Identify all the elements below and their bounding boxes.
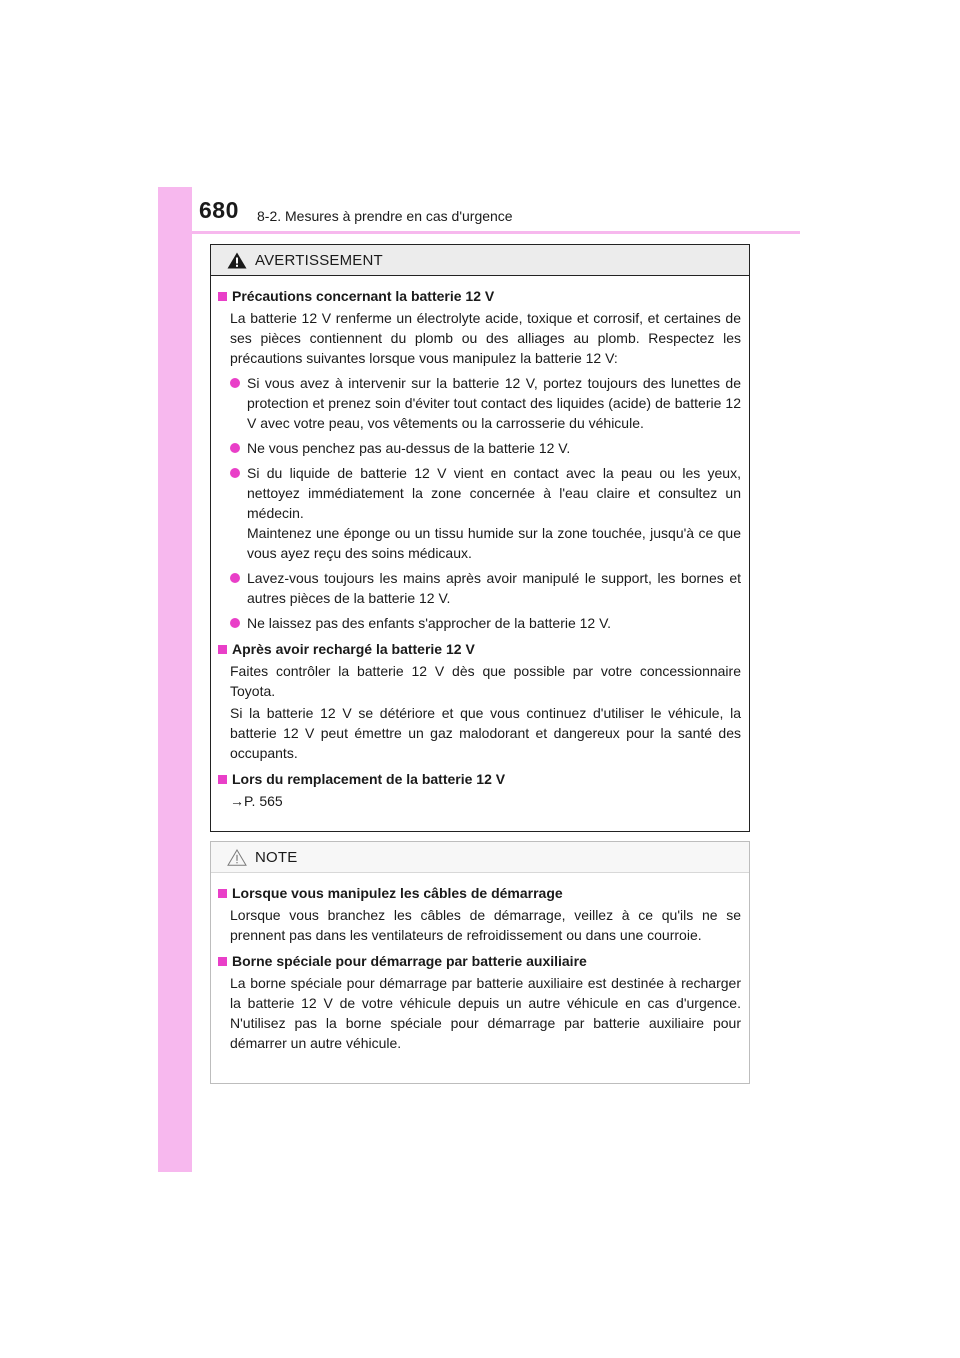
square-bullet-icon: [218, 889, 227, 898]
paragraph: Faites contrôler la batterie 12 V dès que possible par votre concessionnaire Toyota.: [230, 663, 741, 699]
square-bullet-icon: [218, 292, 227, 301]
note-box: [210, 841, 750, 1084]
bullet-dot-icon: [230, 573, 240, 583]
list-item: [230, 373, 741, 433]
list-item-text: [247, 463, 741, 563]
bullet-dot-icon: [230, 468, 240, 478]
page-number: 680: [199, 197, 239, 223]
list-item-text: Si vous avez à intervenir sur la batterie 12 V, portez toujours des lunettes de protection et prenez soin d'éviter tout contact des liquides (acide) de batterie 12 V avec votre peau, vos vêtements ou la carrosserie du véhicule.: [247, 375, 741, 431]
note-body: [211, 873, 749, 1053]
section-heading-text: Lors du remplacement de la batterie 12 V: [232, 771, 506, 787]
list-item: [230, 438, 741, 458]
list-item-text: Ne vous penchez pas au-dessus de la batterie 12 V.: [247, 440, 571, 456]
warning-icon: [227, 252, 247, 274]
square-bullet-icon: [218, 775, 227, 784]
square-bullet-icon: [218, 957, 227, 966]
bullet-dot-icon: [230, 378, 240, 388]
section-heading: [218, 883, 741, 903]
bullet-dot-icon: [230, 443, 240, 453]
section-heading-text: Lorsque vous manipulez les câbles de démarrage: [232, 885, 563, 901]
list-item-text: Ne laissez pas des enfants s'approcher de la batterie 12 V.: [247, 615, 612, 631]
warning-header: [211, 245, 749, 276]
section-heading-text: Borne spéciale pour démarrage par batterie auxiliaire: [232, 953, 587, 969]
paragraph: La borne spéciale pour démarrage par batterie auxiliaire est destinée à recharger la batterie 12 V de votre véhicule depuis un autre véhicule en cas d'urgence. N'utilisez pas la borne spéciale pour démarrage par batterie auxiliaire pour démarrer un autre véhicule.: [230, 975, 741, 1051]
list-item-text: Lavez-vous toujours les mains après avoir manipulé le support, les bornes et autres pièces de la batterie 12 V.: [247, 570, 741, 606]
list-item-line: Si du liquide de batterie 12 V vient en contact avec la peau ou les yeux, nettoyez immédiatement la zone concernée à l'eau claire et consultez un médecin.: [247, 465, 741, 521]
list-item-line: Maintenez une éponge ou un tissu humide sur la zone touchée, jusqu'à ce que vous ayez reçu des soins médicaux.: [247, 525, 741, 561]
section-heading: [218, 639, 741, 659]
warning-body: [211, 276, 749, 811]
paragraph: Lorsque vous branchez les câbles de démarrage, veillez à ce qu'ils ne se prennent pas dans les ventilateurs de refroidissement ou dans une courroie.: [230, 907, 741, 943]
header-rule: [158, 231, 800, 234]
paragraph: Si la batterie 12 V se détériore et que vous continuez d'utiliser le véhicule, la batterie 12 V peut émettre un gaz malodorant et dangereux pour la santé des occupants.: [230, 705, 741, 761]
bullet-dot-icon: [230, 618, 240, 628]
list-item: [230, 613, 741, 633]
section-heading: [218, 951, 741, 971]
square-bullet-icon: [218, 645, 227, 654]
note-header: [211, 842, 749, 873]
paragraph: La batterie 12 V renferme un électrolyte acide, toxique et corrosif, et certaines de ses pièces contiennent du plomb ou des alliages au plomb. Respectez les précautions suivantes lorsque vous manipulez la batterie 12 V:: [230, 310, 741, 366]
section-heading-text: Après avoir rechargé la batterie 12 V: [232, 641, 475, 657]
warning-title: AVERTISSEMENT: [255, 252, 383, 269]
section-heading: [218, 769, 741, 789]
side-tab: [158, 187, 192, 1172]
section-title: 8-2. Mesures à prendre en cas d'urgence: [257, 208, 513, 224]
page-reference: →P. 565: [230, 793, 283, 809]
caution-outline-icon: [227, 849, 247, 871]
section-heading: [218, 286, 741, 306]
list-item: [230, 568, 741, 608]
note-title: NOTE: [255, 849, 298, 866]
section-heading-text: Précautions concernant la batterie 12 V: [232, 288, 495, 304]
warning-box: [210, 244, 750, 832]
list-item: [230, 463, 741, 563]
